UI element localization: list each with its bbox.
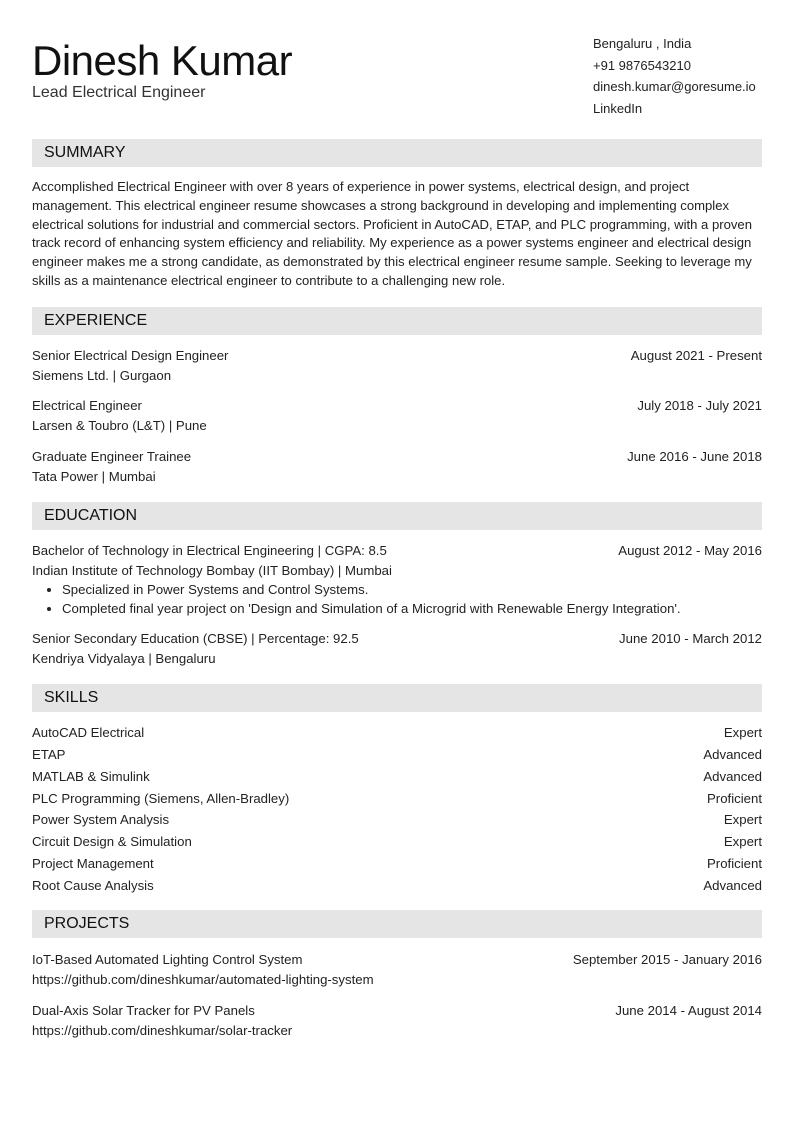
job-dates: June 2016 - June 2018 xyxy=(627,449,762,464)
skill-name: MATLAB & Simulink xyxy=(32,768,150,784)
education-bullet: • Specialized in Power Systems and Control Systems. xyxy=(62,580,762,599)
contact-email[interactable]: dinesh.kumar@goresume.io xyxy=(593,79,756,94)
education-dates: August 2012 - May 2016 xyxy=(618,543,762,558)
project-link[interactable]: https://github.com/dineshkumar/solar-tracker xyxy=(32,1022,293,1038)
section-header-summary: SUMMARY xyxy=(32,139,762,167)
skill-level: Proficient xyxy=(707,855,762,871)
skill-level: Advanced xyxy=(703,877,762,893)
project-entry xyxy=(32,950,762,989)
project-title: Dual-Axis Solar Tracker for PV Panels xyxy=(32,1003,255,1018)
job-company: Siemens Ltd. | Gurgaon xyxy=(32,367,172,383)
skill-row xyxy=(32,766,762,788)
skill-row xyxy=(32,875,762,897)
education-bullet-list xyxy=(32,580,762,618)
skill-level: Advanced xyxy=(703,768,762,784)
school-name: Kendriya Vidyalaya | Bengaluru xyxy=(32,650,216,666)
skill-level: Advanced xyxy=(703,747,762,762)
project-link[interactable]: https://github.com/dineshkumar/automated-lighting-system xyxy=(32,971,374,987)
section-header-skills: SKILLS xyxy=(32,684,762,712)
skill-level: Expert xyxy=(723,725,762,740)
skill-row xyxy=(32,722,762,744)
project-dates: September 2015 - January 2016 xyxy=(572,952,762,967)
experience-entry xyxy=(32,447,762,486)
skill-name: Circuit Design & Simulation xyxy=(32,834,192,849)
skill-row xyxy=(32,744,762,766)
skill-name: Power System Analysis xyxy=(32,812,170,827)
job-dates: July 2018 - July 2021 xyxy=(637,398,762,413)
skill-row xyxy=(32,853,762,875)
section-header-education: EDUCATION xyxy=(32,502,762,530)
job-title: Electrical Engineer xyxy=(32,398,142,413)
skill-name: Root Cause Analysis xyxy=(32,877,154,893)
degree-title: Bachelor of Technology in Electrical Engineering | CGPA: 8.5 xyxy=(32,543,387,558)
section-header-projects: PROJECTS xyxy=(32,910,762,938)
education-bullet: • Completed final year project on 'Design and Simulation of a Microgrid with Renewable Energy Integration'. xyxy=(62,599,762,618)
school-name: Indian Institute of Technology Bombay (IIT Bombay) | Mumbai xyxy=(32,562,392,578)
project-entry xyxy=(32,1001,762,1040)
job-title: Senior Electrical Design Engineer xyxy=(32,348,229,363)
project-dates: June 2014 - August 2014 xyxy=(615,1003,762,1018)
skill-row xyxy=(32,809,762,831)
job-company: Larsen & Toubro (L&T) | Pune xyxy=(32,417,207,433)
contact-location: Bengaluru , India xyxy=(593,36,692,51)
job-title: Graduate Engineer Trainee xyxy=(32,449,192,464)
skill-level: Expert xyxy=(723,812,762,827)
skill-name: ETAP xyxy=(32,747,66,762)
candidate-name: Dinesh Kumar xyxy=(32,37,293,84)
education-dates: June 2010 - March 2012 xyxy=(619,631,762,646)
experience-entry xyxy=(32,346,762,385)
skill-name: PLC Programming (Siemens, Allen-Bradley) xyxy=(32,790,290,806)
contact-info xyxy=(593,33,768,119)
education-entry xyxy=(32,629,762,668)
job-dates: August 2021 - Present xyxy=(630,348,762,363)
contact-phone: +91 9876543210 xyxy=(593,57,691,73)
candidate-role: Lead Electrical Engineer xyxy=(32,84,206,101)
skill-row xyxy=(32,788,762,810)
contact-linkedin-link[interactable]: LinkedIn xyxy=(593,100,643,116)
resume-header xyxy=(32,36,762,116)
project-title: IoT-Based Automated Lighting Control System xyxy=(32,952,303,967)
skill-name: Project Management xyxy=(32,855,154,871)
experience-entry xyxy=(32,396,762,435)
education-entry xyxy=(32,541,762,618)
skill-row xyxy=(32,831,762,853)
section-header-experience: EXPERIENCE xyxy=(32,307,762,335)
job-company: Tata Power | Mumbai xyxy=(32,468,156,484)
skill-level: Proficient xyxy=(707,790,762,806)
skill-name: AutoCAD Electrical xyxy=(32,725,145,740)
skill-level: Expert xyxy=(723,834,762,849)
summary-text: Accomplished Electrical Engineer with over 8 years of experience in power systems, electrical design, and project management. This electrical engineer resume showcases a strong background in developing and implementing complex electrical solutions for industrial and commercial sectors. Proficient in AutoCAD, ETAP, and PLC programming, with a proven track record of enhancing system efficiency and reliability. My experience as a power systems engineer and electrical design engineer makes me a strong candidate, as demonstrated by this electrical engineer resume sample. Seeking to leverage my skills as a maintenance electrical engineer to contribute to a challenging new role. xyxy=(32,179,752,288)
degree-title: Senior Secondary Education (CBSE) | Percentage: 92.5 xyxy=(32,631,359,646)
